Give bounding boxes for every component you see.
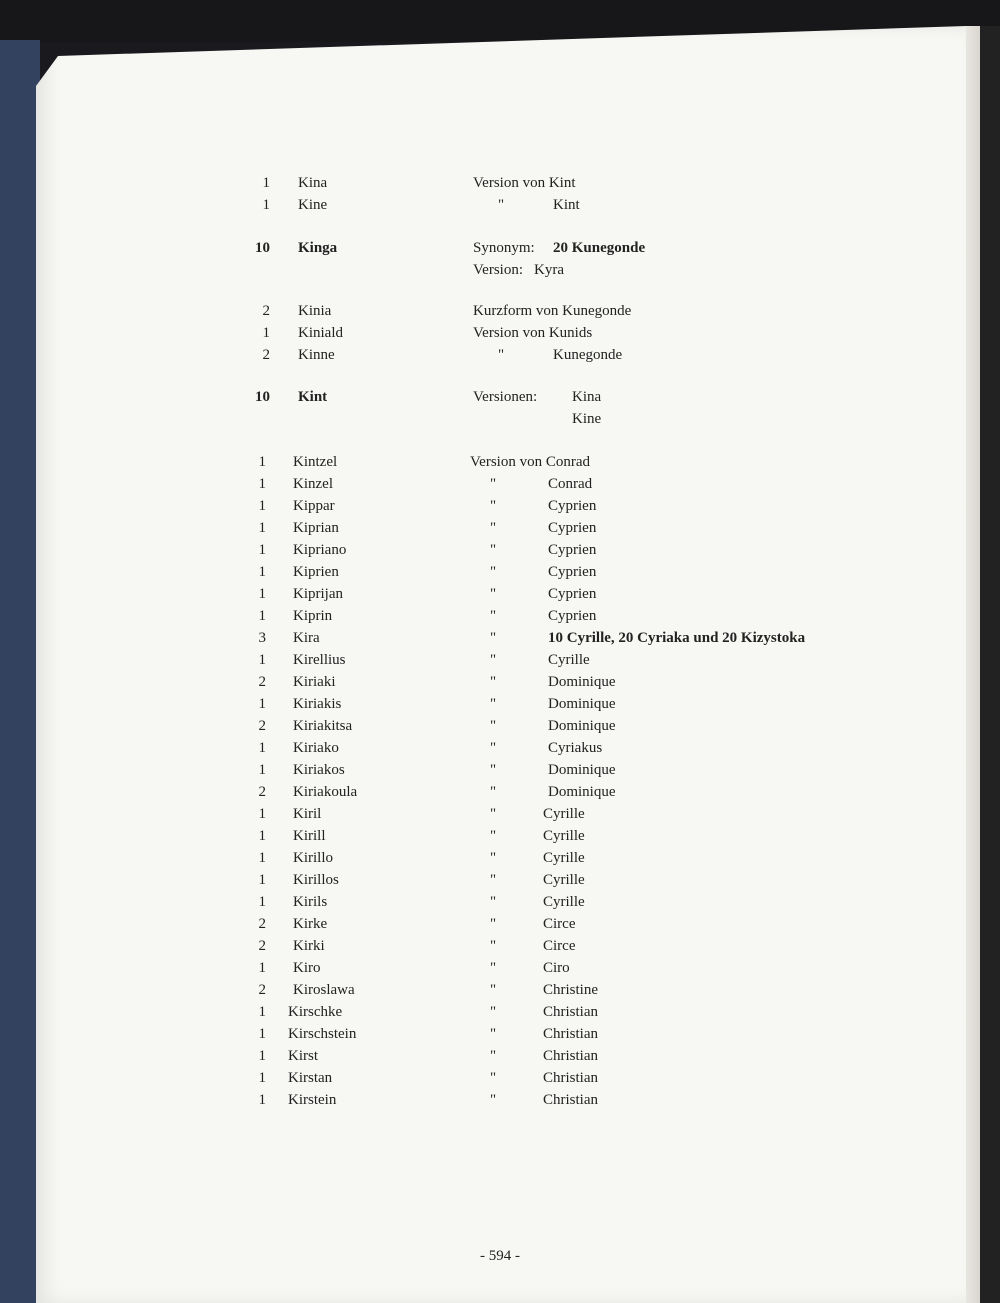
entry-reference: Cyrille xyxy=(548,652,590,668)
page-number: - 594 - xyxy=(480,1248,520,1264)
entry-count: 2 xyxy=(258,718,266,734)
table-row xyxy=(0,716,1000,736)
entry-count: 2 xyxy=(258,982,266,998)
ditto-mark: " xyxy=(498,347,505,363)
ditto-mark: " xyxy=(490,982,497,998)
ditto-mark: " xyxy=(490,476,497,492)
entry-count: 10 xyxy=(255,240,270,256)
entry-reference: Kurzform von Kunegonde xyxy=(473,303,632,319)
entry-name: Kinzel xyxy=(293,476,333,492)
entry-name: Kirke xyxy=(293,916,328,932)
table-row xyxy=(0,848,1000,868)
entry-reference: Cyriakus xyxy=(548,740,603,756)
entry-reference: Cyprien xyxy=(548,564,597,580)
entry-count: 1 xyxy=(262,325,270,341)
entry-count: 1 xyxy=(258,608,266,624)
entry-name: Kirki xyxy=(293,938,325,954)
entry-count: 2 xyxy=(258,674,266,690)
ditto-mark: " xyxy=(490,630,497,646)
entry-reference: Kine xyxy=(572,411,602,427)
table-row xyxy=(0,936,1000,956)
entry-name: Kirst xyxy=(288,1048,318,1064)
ditto-mark: " xyxy=(490,564,497,580)
table-row xyxy=(0,387,1000,407)
entry-name: Kippar xyxy=(293,498,335,514)
entry-reference: Dominique xyxy=(548,696,616,712)
entry-reference: Version von Kint xyxy=(473,175,576,191)
entry-reference: Cyprien xyxy=(548,542,597,558)
ditto-mark: " xyxy=(490,1026,497,1042)
ditto-mark: " xyxy=(490,960,497,976)
table-row xyxy=(0,195,1000,215)
entry-count: 1 xyxy=(258,894,266,910)
entry-name: Kira xyxy=(293,630,320,646)
table-row xyxy=(0,1002,1000,1022)
ditto-mark: " xyxy=(490,652,497,668)
entry-name: Kinia xyxy=(298,303,332,319)
entry-count: 2 xyxy=(258,784,266,800)
entry-count: 1 xyxy=(258,1004,266,1020)
table-row xyxy=(0,958,1000,978)
table-row xyxy=(0,672,1000,692)
table-row xyxy=(0,173,1000,193)
entry-count: 1 xyxy=(258,652,266,668)
entry-name: Kirschke xyxy=(288,1004,343,1020)
entry-count: 1 xyxy=(258,542,266,558)
entry-name: Kirillo xyxy=(293,850,333,866)
table-row xyxy=(0,1068,1000,1088)
ditto-mark: " xyxy=(490,1070,497,1086)
table-row xyxy=(0,694,1000,714)
table-row xyxy=(0,238,1000,258)
entry-name: Kina xyxy=(298,175,328,191)
entry-name: Kirellius xyxy=(293,652,346,668)
entry-label: Synonym: xyxy=(473,240,535,256)
table-row xyxy=(0,409,1000,429)
entry-reference: Kyra xyxy=(534,262,564,278)
entry-label: Version: xyxy=(473,262,523,278)
entry-reference: Christian xyxy=(543,1004,598,1020)
entry-reference: Kunegonde xyxy=(553,347,623,363)
entry-reference: Kint xyxy=(553,197,580,213)
entry-reference: Christian xyxy=(543,1070,598,1086)
entry-name: Kiro xyxy=(293,960,321,976)
entry-reference: Conrad xyxy=(548,476,593,492)
entry-reference: Dominique xyxy=(548,784,616,800)
entry-name: Kiprian xyxy=(293,520,339,536)
ditto-mark: " xyxy=(490,696,497,712)
entry-count: 1 xyxy=(258,1026,266,1042)
entry-reference: Version von Kunids xyxy=(473,325,593,341)
entry-reference: Cyprien xyxy=(548,520,597,536)
entry-reference: Cyprien xyxy=(548,608,597,624)
table-row xyxy=(0,301,1000,321)
table-row xyxy=(0,518,1000,538)
entry-name: Kirstein xyxy=(288,1092,337,1108)
entry-reference: Cyrille xyxy=(543,872,585,888)
entry-count: 1 xyxy=(258,806,266,822)
ditto-mark: " xyxy=(490,498,497,514)
entry-name: Kiril xyxy=(293,806,322,822)
entry-count: 1 xyxy=(258,586,266,602)
entry-name: Kiroslawa xyxy=(293,982,355,998)
entry-reference: Cyrille xyxy=(543,828,585,844)
entry-name: Kintzel xyxy=(293,454,338,470)
ditto-mark: " xyxy=(490,872,497,888)
table-row xyxy=(0,1046,1000,1066)
entry-name: Kirschstein xyxy=(288,1026,357,1042)
entry-count: 1 xyxy=(262,175,270,191)
entry-count: 1 xyxy=(258,740,266,756)
entry-name: Kiniald xyxy=(298,325,343,341)
entry-reference: Cyprien xyxy=(548,586,597,602)
table-row xyxy=(0,323,1000,343)
table-row xyxy=(0,892,1000,912)
entry-count: 1 xyxy=(262,197,270,213)
entry-name: Kirils xyxy=(293,894,328,910)
entry-count: 1 xyxy=(258,476,266,492)
entry-name: Kiriakitsa xyxy=(293,718,353,734)
entry-count: 2 xyxy=(262,303,270,319)
table-row xyxy=(0,1090,1000,1110)
entry-reference: 20 Kunegonde xyxy=(553,240,646,256)
entry-name: Kiriakos xyxy=(293,762,345,778)
entry-reference: Christian xyxy=(543,1092,598,1108)
entry-name: Kiriaki xyxy=(293,674,336,690)
entry-reference: Dominique xyxy=(548,762,616,778)
table-row xyxy=(0,345,1000,365)
table-row xyxy=(0,452,1000,472)
ditto-mark: " xyxy=(490,1048,497,1064)
entry-count: 1 xyxy=(258,872,266,888)
table-row xyxy=(0,474,1000,494)
table-row xyxy=(0,1024,1000,1044)
table-row xyxy=(0,760,1000,780)
table-row xyxy=(0,562,1000,582)
entry-reference: Dominique xyxy=(548,718,616,734)
entry-name: Kinga xyxy=(298,240,338,256)
entry-count: 10 xyxy=(255,389,270,405)
entry-reference: Cyprien xyxy=(548,498,597,514)
entry-count: 1 xyxy=(258,696,266,712)
table-row xyxy=(0,650,1000,670)
entry-reference: Christian xyxy=(543,1048,598,1064)
entry-count: 1 xyxy=(258,1070,266,1086)
entry-name: Kiprin xyxy=(293,608,333,624)
table-row xyxy=(0,870,1000,890)
entry-count: 1 xyxy=(258,960,266,976)
ditto-mark: " xyxy=(490,1004,497,1020)
table-row xyxy=(0,782,1000,802)
entry-reference: Ciro xyxy=(543,960,570,976)
entry-count: 1 xyxy=(258,762,266,778)
table-row xyxy=(0,540,1000,560)
ditto-mark: " xyxy=(490,520,497,536)
ditto-mark: " xyxy=(490,850,497,866)
table-row xyxy=(0,260,1000,280)
entry-count: 1 xyxy=(258,520,266,536)
entry-name: Kirstan xyxy=(288,1070,333,1086)
entry-count: 1 xyxy=(258,454,266,470)
ditto-mark: " xyxy=(490,762,497,778)
entry-reference: Cyrille xyxy=(543,806,585,822)
ditto-mark: " xyxy=(490,542,497,558)
entry-name: Kint xyxy=(298,389,328,405)
entry-name: Kiriako xyxy=(293,740,339,756)
entry-name: Kine xyxy=(298,197,328,213)
entry-name: Kinne xyxy=(298,347,335,363)
entry-reference: Cyrille xyxy=(543,850,585,866)
entry-count: 1 xyxy=(258,1092,266,1108)
entry-reference: Dominique xyxy=(548,674,616,690)
table-row xyxy=(0,584,1000,604)
entry-name: Kipriano xyxy=(293,542,347,558)
entry-count: 2 xyxy=(262,347,270,363)
table-row xyxy=(0,804,1000,824)
entry-name: Kiriakis xyxy=(293,696,342,712)
table-row xyxy=(0,980,1000,1000)
ditto-mark: " xyxy=(490,608,497,624)
entry-count: 1 xyxy=(258,564,266,580)
ditto-mark: " xyxy=(490,674,497,690)
entry-reference: 10 Cyrille, 20 Cyriaka und 20 Kizystoka xyxy=(548,630,806,646)
table-row xyxy=(0,628,1000,648)
entry-reference: Circe xyxy=(543,916,576,932)
entry-reference: Circe xyxy=(543,938,576,954)
table-row xyxy=(0,914,1000,934)
entry-reference: Christine xyxy=(543,982,598,998)
entry-name: Kiprien xyxy=(293,564,339,580)
entry-count: 2 xyxy=(258,938,266,954)
entry-count: 3 xyxy=(258,630,266,646)
entry-reference: Kina xyxy=(572,389,602,405)
entry-label: Versionen: xyxy=(473,389,538,405)
entry-count: 1 xyxy=(258,828,266,844)
ditto-mark: " xyxy=(490,828,497,844)
entry-name: Kirill xyxy=(293,828,326,844)
ditto-mark: " xyxy=(490,784,497,800)
entry-count: 1 xyxy=(258,1048,266,1064)
ditto-mark: " xyxy=(490,586,497,602)
entry-reference: Cyrille xyxy=(543,894,585,910)
table-row xyxy=(0,826,1000,846)
ditto-mark: " xyxy=(490,916,497,932)
table-row xyxy=(0,496,1000,516)
entry-count: 1 xyxy=(258,850,266,866)
ditto-mark: " xyxy=(490,740,497,756)
entry-name: Kiriakoula xyxy=(293,784,358,800)
ditto-mark: " xyxy=(490,1092,497,1108)
entry-count: 1 xyxy=(258,498,266,514)
table-row xyxy=(0,738,1000,758)
entry-count: 2 xyxy=(258,916,266,932)
ditto-mark: " xyxy=(490,894,497,910)
ditto-mark: " xyxy=(490,938,497,954)
table-row xyxy=(0,606,1000,626)
ditto-mark: " xyxy=(490,806,497,822)
entry-name: Kiprijan xyxy=(293,586,343,602)
ditto-mark: " xyxy=(498,197,505,213)
entry-name: Kirillos xyxy=(293,872,339,888)
ditto-mark: " xyxy=(490,718,497,734)
entry-reference: Version von Conrad xyxy=(470,454,590,470)
entry-reference: Christian xyxy=(543,1026,598,1042)
